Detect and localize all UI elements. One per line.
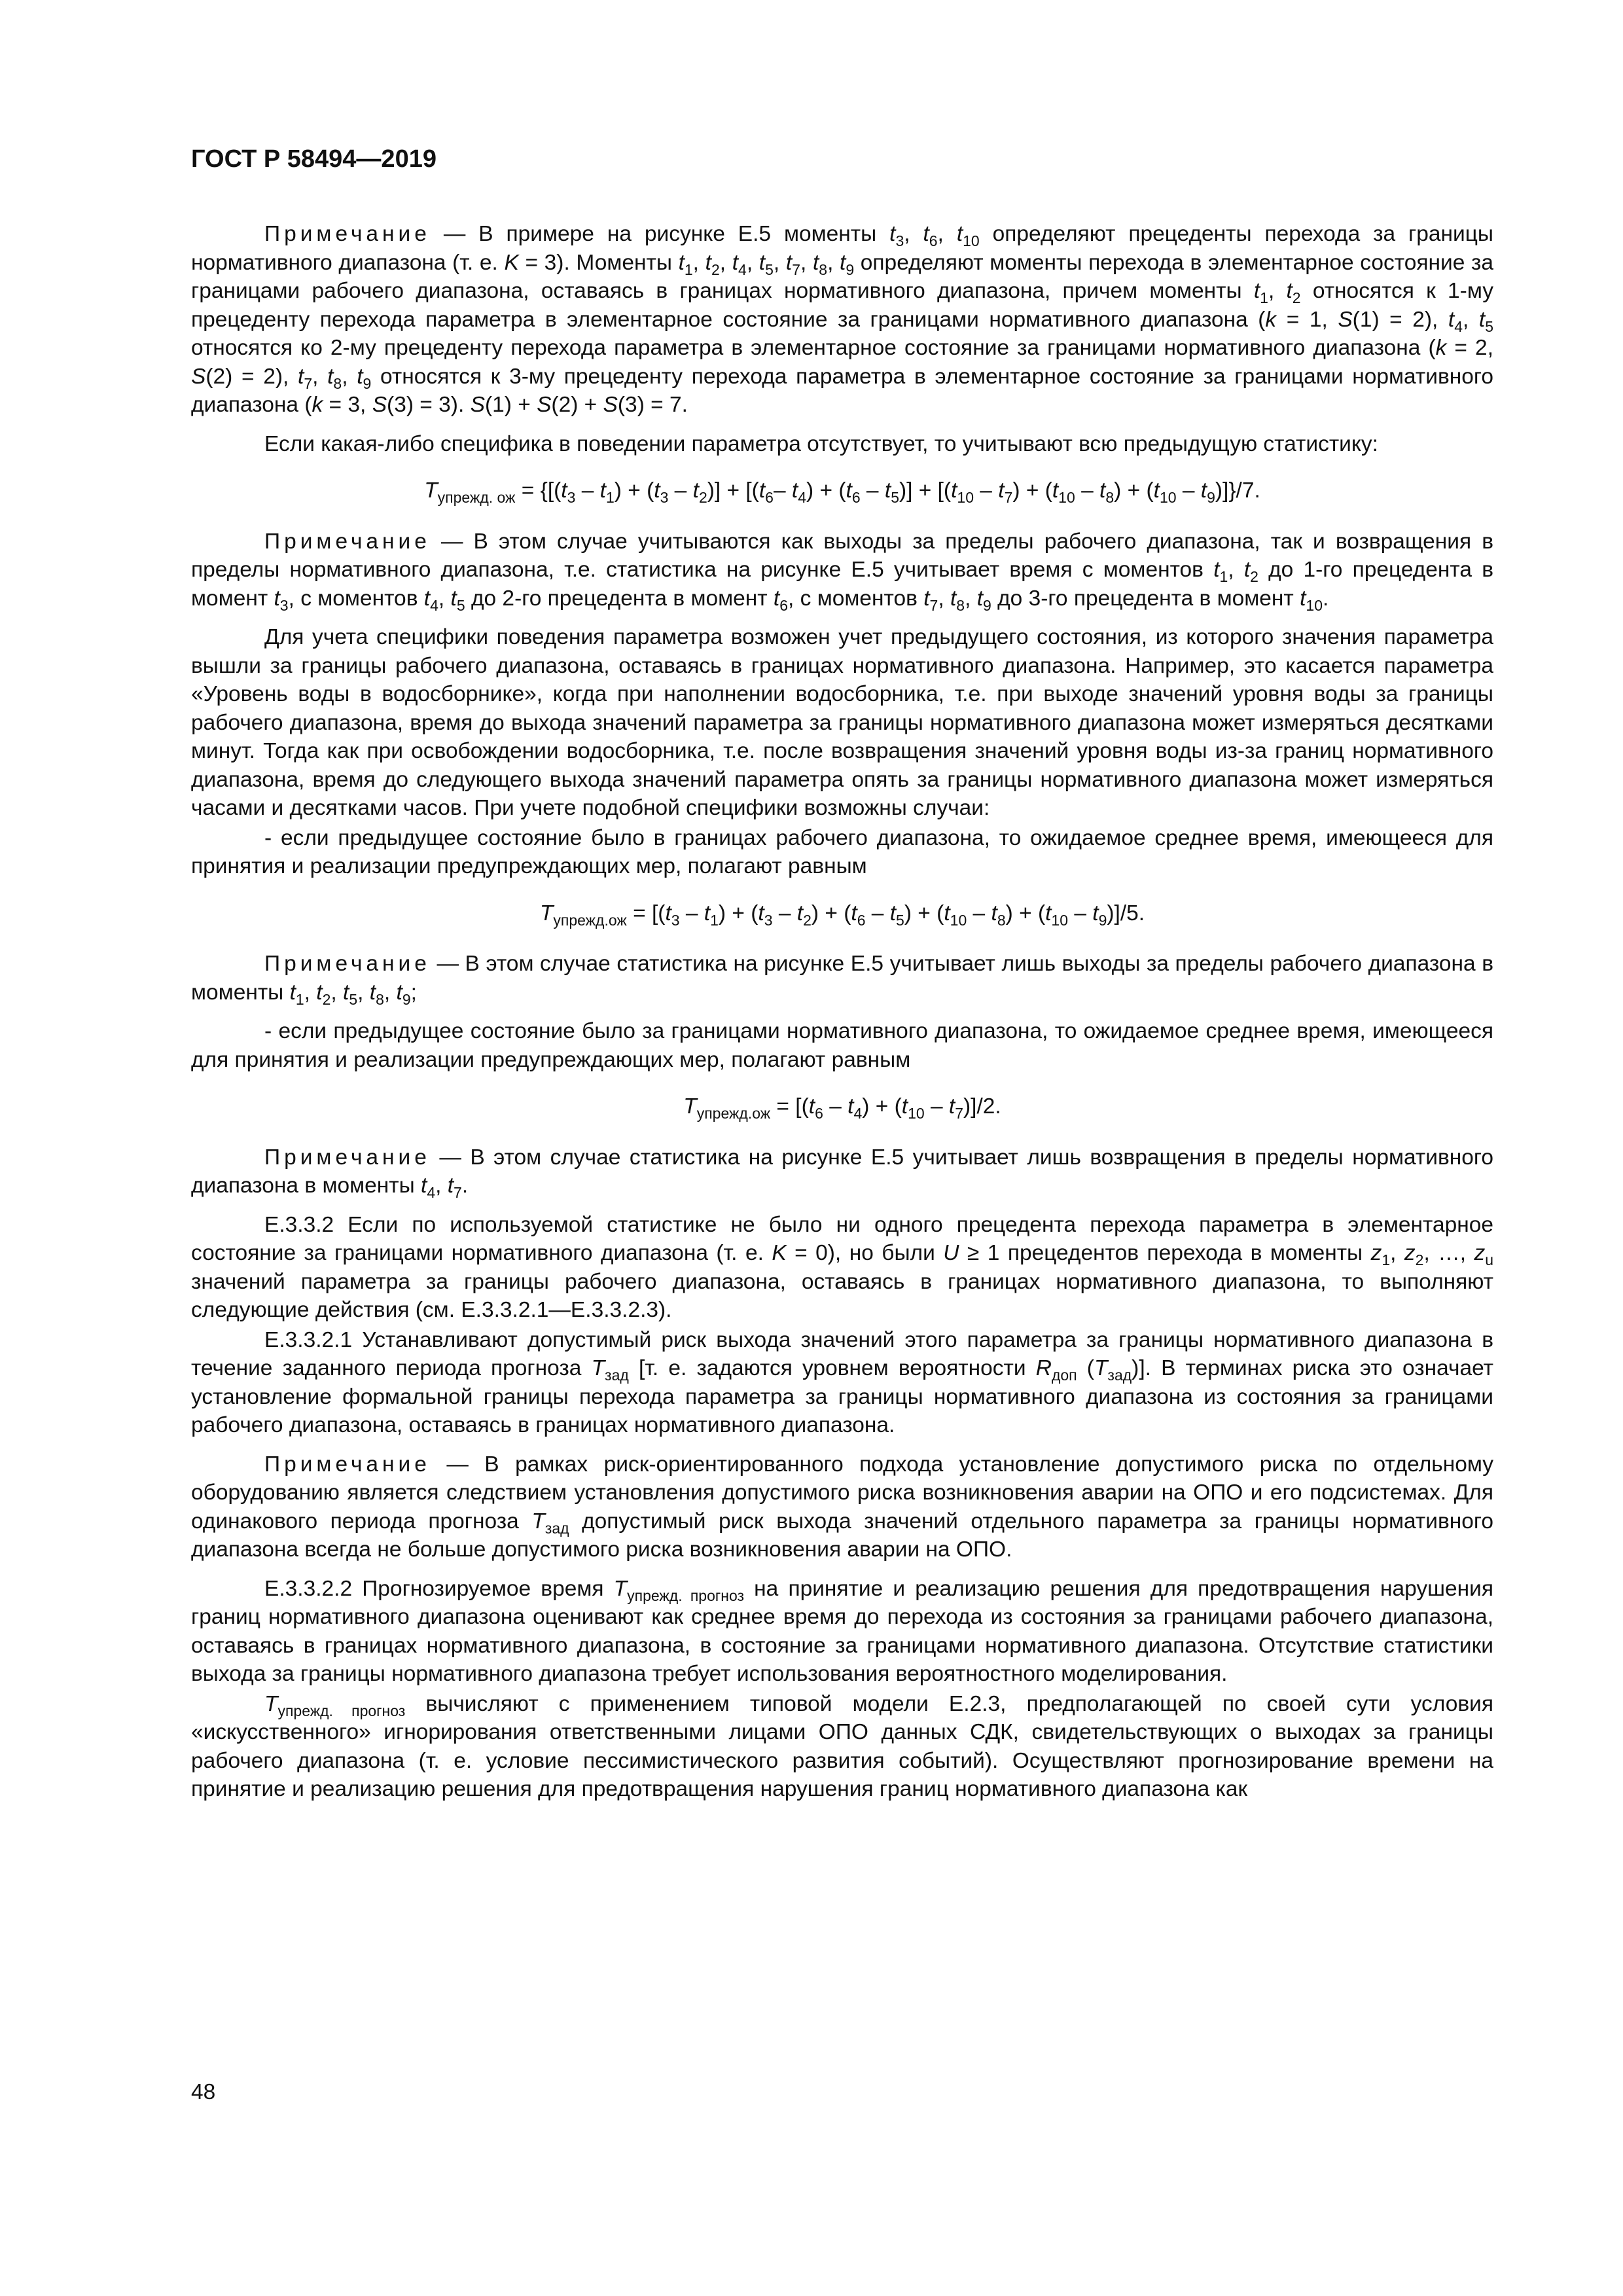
body-paragraph: Если какая-либо специфика в поведении параметра отсутствует, то учитывают всю предыдущую статистику: [264, 431, 1378, 456]
section-paragraph: Е.3.3.2 Если по используемой статистике не было ни одного прецедента перехода параметра в элементарное состояние за границами нормативного диапазона (т. е. K = 0), но были U ≥ 1 прецедентов перехода в моменты $z_1$, $z_2$, …, $z_u$ значений параметра за границы рабочего диапазона, оставаясь в границах нормативного диапазона, то выполняют следующие действия (см. Е.3.3.2.1—Е.3.3.2.3). [191, 1212, 1493, 1322]
section-paragraph: Е.3.3.2.2 Прогнозируемое время $T_{упрежд. прогноз}$ на принятие и реализацию решения для предотвращения нарушения границ нормативного диапазона оценивают как среднее время до перехода из состояния за границами рабочего диапазона, оставаясь в границах нормативного диапазона, в состояние за границами нормативного диапазона. Отсутствие статистики выхода за границы нормативного диапазона требует использования вероятностного моделирования. [191, 1576, 1493, 1686]
note-paragraph: Примечание — В этом случае статистика на рисунке Е.5 учитывает лишь выходы за пределы рабочего диапазона в моменты $t_1$, $t_2$, $t_5$, $t_8$, $t_9$; [191, 952, 1493, 1008]
page-number: 48 [191, 2080, 216, 2104]
section-paragraph: Е.3.3.2.1 Устанавливают допустимый риск выхода значений этого параметра за границы нормативного диапазона в течение заданного периода прогноза $T_{зад}$ [т. е. задаются уровнем вероятности $R_{доп}$ $(T_{зад})$]. В терминах риска это означает установление формальной границы перехода параметра за границы нормативного диапазона из состояния за границами рабочего диапазона, оставаясь в границах нормативного диапазона. [191, 1327, 1493, 1437]
note-paragraph: Примечание — В этом случае статистика на рисунке Е.5 учитывает лишь возвращения в пределы нормативного диапазона в моменты $t_4$, $t_7$. [191, 1145, 1493, 1201]
list-item: - если предыдущее состояние было за границами нормативного диапазона, то ожидаемое среднее время, имеющееся для принятия и реализации предупреждающих мер, полагают равным [191, 1019, 1493, 1072]
body-paragraph: $T_{упрежд. прогноз}$ вычисляют с применением типовой модели Е.2.3, предполагающей по своей сути условия «искусственного» игнорирования ответственными лицами ОПО данных СДК, свидетельствующих о выходах за границы рабочего диапазона (т. е. условие пессимистического развития событий). Осуществляют прогнозирование времени на принятие и реализацию решения для предотвращения нарушения границ нормативного диапазона как [191, 1691, 1493, 1801]
note-label: Примечание [264, 222, 431, 246]
standard-header: ГОСТ Р 58494—2019 [191, 145, 437, 173]
note-paragraph: Примечание — В рамках риск-ориентированного подхода установление допустимого риска по отдельному оборудованию является следствием установления допустимого риска возникновения аварии на ОПО и его подсистемах. Для одинакового периода прогноза $T_{зад}$ допустимый риск выхода значений отдельного параметра за границы нормативного диапазона всегда не больше допустимого риска возникновения аварии на ОПО. [191, 1452, 1493, 1562]
body-paragraph: Для учета специфики поведения параметра возможен учет предыдущего состояния, из которого значения параметра вышли за границы рабочего диапазона, оставаясь в границах нормативного диапазона. Например, это касается параметра «Уровень воды в водосборнике», когда при наполнении водосборника, т.е. при выходе значений уровня воды за границы рабочего диапазона, время до выхода значений параметра за границы нормативного диапазона может измеряться десятками минут. Тогда как при освобождении водосборника, т.е. после возвращения значений уровня воды из-за границ нормативного диапазона, время до следующего выхода значений параметра опять за границы нормативного диапазона может измеряться часами и десятками часов. При учете подобной специфики возможны случаи: [191, 625, 1493, 820]
note-paragraph: Примечание — В этом случае учитываются как выходы за пределы рабочего диапазона, так и возвращения в пределы нормативного диапазона, т.е. статистика на рисунке Е.5 учитывает время с моментов $t_1$, $t_2$ до 1-го прецедента в момент $t_3$, с моментов $t_4$, $t_5$ до 2-го прецедента в момент $t_6$, с моментов $t_7$, $t_8$, $t_9$ до 3-го прецедента в момент $t_{10}$. [191, 529, 1493, 614]
formula: $T_{упрежд.ож} = [(t_3 - t_1) + (t_3 - t_2) + (t_6 - t_5) + (t_{10} - t_8) + (t_{10} - t_9)]/5$. [539, 901, 1145, 929]
note-label: Примечание [264, 1452, 431, 1477]
note-paragraph: Примечание — В примере на рисунке Е.5 моменты $t_3$, $t_6$, $t_{10}$ определяют прецеденты перехода за границы нормативного диапазона (т. е. K = 3). Моменты $t_1$, $t_2$, $t_4$, $t_5$, $t_7$, $t_8$, $t_9$ определяют моменты перехода в элементарное состояние за границами рабочего диапазона, оставаясь в границах нормативного диапазона, причем моменты $t_1$, $t_2$ относятся к 1-му прецеденту перехода параметра в элементарное состояние за границами нормативного диапазона (k = 1, S(1) = 2), $t_4$, $t_5$ относятся ко 2-му прецеденту перехода параметра в элементарное состояние за границами нормативного диапазона (k = 2, S(2) = 2), $t_7$, $t_8$, $t_9$ относятся к 3-му прецеденту перехода параметра в элементарное состояние за границами нормативного диапазона (k = 3, S(3) = 3). S(1) + S(2) + S(3) = 7. [191, 222, 1494, 417]
note-label: Примечание [264, 952, 431, 976]
document-body [191, 220, 1493, 1814]
formula: $T_{упрежд.ож} = [(t_6 - t_4) + (t_{10} - t_7)]/2$. [683, 1094, 1001, 1122]
note-label: Примечание [264, 529, 431, 554]
note-label: Примечание [264, 1145, 431, 1170]
list-item: - если предыдущее состояние было в границах рабочего диапазона, то ожидаемое среднее время, имеющееся для принятия и реализации предупреждающих мер, полагают равным [191, 825, 1493, 878]
formula: $T_{упрежд. ож} = \{[(t_3 - t_1) + (t_3 - t_2)] + [(t_6-$ $t_4) + (t_6 - t_5)] + [(t_{10} - t_7) + (t_{10} - t_8) + (t_{10} - t_9)]\}/7$. [424, 478, 1260, 506]
